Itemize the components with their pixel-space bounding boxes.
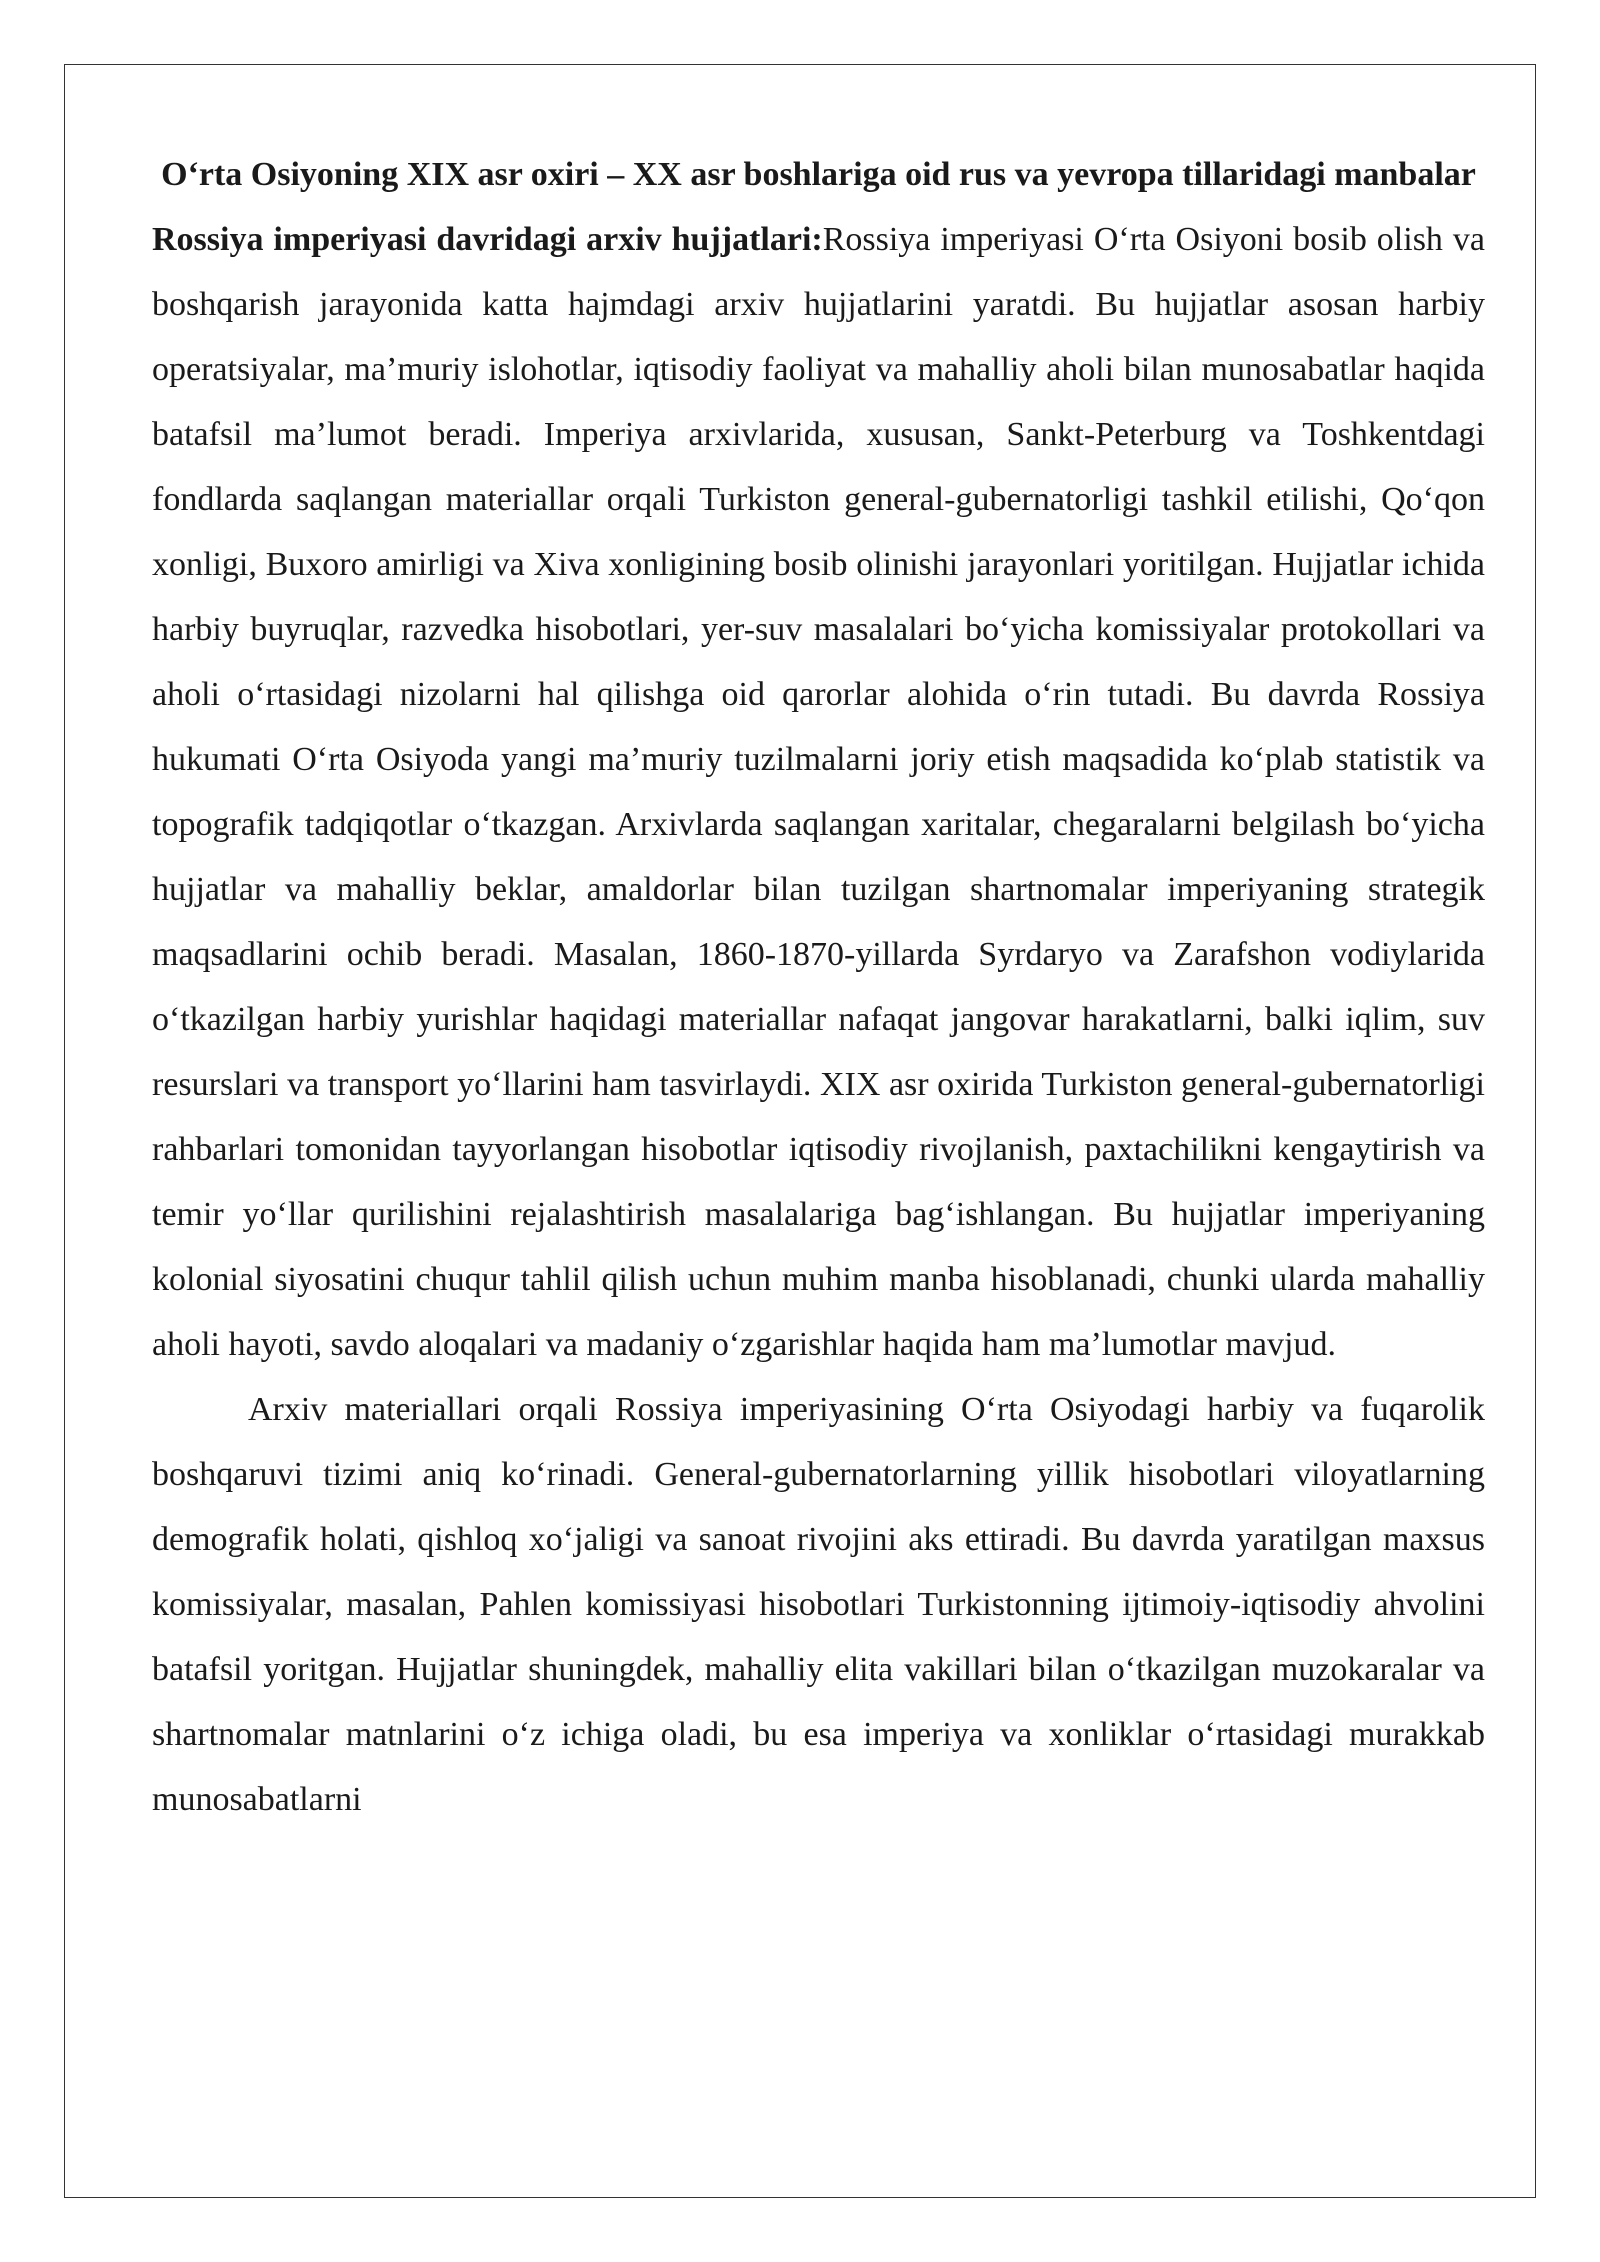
- paragraph-1: [152, 207, 1485, 1377]
- paragraph-1-text: Rossiya imperiyasi O‘rta Osiyoni bosib olish va boshqarish jarayonida katta hajmdagi arxiv hujjatlarini yaratdi. Bu hujjatlar asosan harbiy operatsiyalar, ma’muriy islohotlar, iqtisodiy faoliyat va mahalliy aholi bilan munosabatlar haqida batafsil ma’lumot beradi. Imperiya arxivlarida, xususan, Sankt-Peterburg va Toshkentdagi fondlarda saqlangan materiallar orqali Turkiston general-gubernatorligi tashkil etilishi, Qo‘qon xonligi, Buxoro amirligi va Xiva xonligining bosib olinishi jarayonlari yoritilgan. Hujjatlar ichida harbiy buyruqlar, razvedka hisobotlari, yer-suv masalalari bo‘yicha komissiyalar protokollari va aholi o‘rtasidagi nizolarni hal qilishga oid qarorlar alohida o‘rin tutadi. Bu davrda Rossiya hukumati O‘rta Osiyoda yangi ma’muriy tuzilmalarni joriy etish maqsadida ko‘plab statistik va topografik tadqiqotlar o‘tkazgan. Arxivlarda saqlangan xaritalar, chegaralarni belgilash bo‘yicha hujjatlar va mahalliy beklar, amaldorlar bilan tuzilgan shartnomalar imperiyaning strategik maqsadlarini ochib beradi. Masalan, 1860-1870-yillarda Syrdaryo va Zarafshon vodiylarida o‘tkazilgan harbiy yurishlar haqidagi materiallar nafaqat jangovar harakatlarni, balki iqlim, suv resurslari va transport yo‘llarini ham tasvirlaydi. XIX asr oxirida Turkiston general-gubernatorligi rahbarlari tomonidan tayyorlangan hisobotlar iqtisodiy rivojlanish, paxtachilikni kengaytirish va temir yo‘llar qurilishini rejalashtirish masalalariga bag‘ishlangan. Bu hujjatlar imperiyaning kolonial siyosatini chuqur tahlil qilish uchun muhim manba hisoblanadi, chunki ularda mahalliy aholi hayoti, savdo aloqalari va madaniy o‘zgarishlar haqida ham ma’lumotlar mavjud.: [152, 221, 1485, 1363]
- document-title: O‘rta Osiyoning XIX asr oxiri – XX asr boshlariga oid rus va yevropa tillaridagi manbalar: [161, 156, 1476, 193]
- paragraph-2: Arxiv materiallari orqali Rossiya imperiyasining O‘rta Osiyodagi harbiy va fuqarolik boshqaruvi tizimi aniq ko‘rinadi. General-gubernatorlarning yillik hisobotlari viloyatlarning demografik holati, qishloq xo‘jaligi va sanoat rivojini aks ettiradi. Bu davrda yaratilgan maxsus komissiyalar, masalan, Pahlen komissiyasi hisobotlari Turkistonning ijtimoiy-iqtisodiy ahvolini batafsil yoritgan. Hujjatlar shuningdek, mahalliy elita vakillari bilan o‘tkazilgan muzokaralar va shartnomalar matnlarini o‘z ichiga oladi, bu esa imperiya va xonliklar o‘rtasidagi murakkab munosabatlarni: [152, 1391, 1485, 1818]
- document-body: [152, 142, 1485, 1832]
- section-heading: Rossiya imperiyasi davridagi arxiv hujjatlari:: [152, 221, 823, 258]
